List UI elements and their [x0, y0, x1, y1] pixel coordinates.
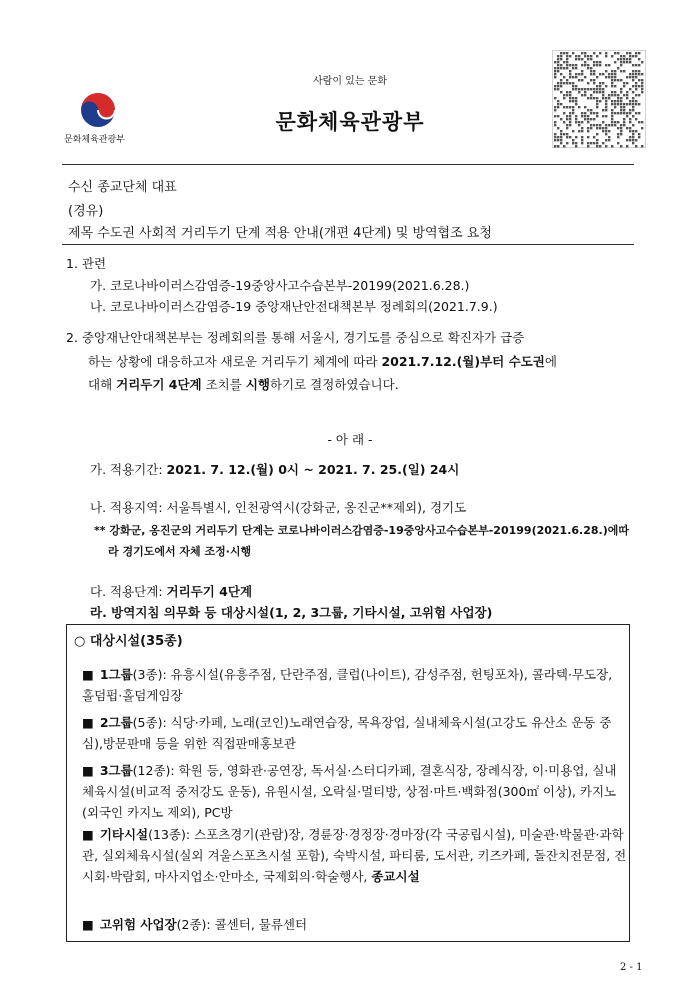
high-risk-item — [82, 914, 627, 935]
s2-l2-date: 2021.7.12.(월)부터 수도권 — [381, 354, 545, 369]
subject-divider — [62, 244, 634, 245]
subject: 제목 수도권 사회적 거리두기 단계 적용 안내(개편 4단계) 및 방역협조 요청 — [68, 226, 492, 241]
target-facilities-heading: 라. 방역지침 의무화 등 대상시설(1, 2, 3그룹, 기타시설, 고위험 사업장) — [90, 605, 493, 620]
group-1-name: 1그룹 — [99, 667, 133, 682]
other-facilities-text: (13종): 스포츠경기(관람)장, 경륜장·경정장·경마장(각 국공립시설), 미술관·박물관·과학관, 실외체육시설(실외 겨울스포츠시설 포함), 숙박시설, 파티룸, 도서관, 키즈카페, 돌잔치전문점, 전시회·박람회, 마사지업소·안마소, 국제회의·학술행사, — [82, 827, 627, 884]
bullet-icon: ■ — [82, 763, 94, 778]
period — [90, 460, 459, 478]
reference-b: 나. 코로나바이러스감염증-19 중앙재난안전대책본부 정례회의(2021.7.9.) — [90, 299, 498, 314]
region-note-line-1: ** 강화군, 옹진군의 거리두기 단계는 코로나바이러스감염증-19중앙사고수습본부-20199(2021.6.28.)에따 — [94, 524, 629, 537]
s2-l3-enforce: 시행 — [245, 377, 270, 392]
page-number: 2 - 1 — [620, 962, 643, 973]
section-2-line-1: 2. 중앙재난안대책본부는 정례회의를 통해 서울시, 경기도를 중심으로 확진자가 급증 — [66, 330, 525, 345]
recipient: 수신 종교단체 대표 — [68, 180, 177, 195]
bullet-icon: ■ — [82, 667, 94, 682]
slogan: 사람이 있는 문화 — [313, 76, 387, 87]
high-risk-text: (2종): 콜센터, 물류센터 — [176, 917, 308, 932]
section-2-line-2 — [88, 352, 557, 370]
level-label: 다. 적용단계: — [90, 584, 167, 599]
ministry-title: 문화체육관광부 — [275, 110, 425, 134]
period-value: 2021. 7. 12.(월) 0시 ~ 2021. 7. 25.(일) 24시 — [166, 462, 460, 477]
header-divider — [62, 164, 634, 165]
high-risk-name: 고위험 사업장 — [99, 917, 177, 932]
section-2-line-3 — [88, 375, 399, 393]
section-1-heading: 1. 관련 — [66, 256, 107, 271]
group-3-item — [82, 760, 627, 823]
group-2-name: 2그룹 — [99, 715, 133, 730]
other-facilities-item — [82, 824, 627, 887]
group-3-text: (12종): 학원 등, 영화관·공연장, 독서실·스터디카페, 결혼식장, 장례식장, 이·미용업, 실내체육시설(비교적 중저강도 운동), 유원시설, 오락실·멀티방, 상점·마트·백화점(300㎡ 이상), 카지노(외국인 카지노 제외), PC방 — [82, 763, 617, 820]
bullet-icon: ■ — [82, 715, 94, 730]
s2-l2-end: 에 — [544, 354, 557, 369]
group-2-text: (5종): 식당·카페, 노래(코인)노래연습장, 목욕장업, 실내체육시설(고강도 유산소 운동 중심),방문판매 등을 위한 직접판매홍보관 — [82, 715, 612, 751]
bullet-icon: ■ — [82, 827, 94, 842]
qr-code-icon — [552, 50, 646, 148]
group-1-text: (3종): 유흥시설(유흥주점, 단란주점, 클럽(나이트), 감성주점, 헌팅포차), 콜라텍·무도장, 홀덤펍·홀덤게임장 — [82, 667, 613, 703]
group-1-item — [82, 664, 627, 706]
period-label: 가. 적용기간: — [90, 462, 167, 477]
taegeuk-icon — [78, 90, 118, 130]
s2-l3-c: 조치를 — [201, 377, 246, 392]
group-3-name: 3그룹 — [99, 763, 133, 778]
reference-a: 가. 코로나바이러스감염증-19중앙사고수습본부-20199(2021.6.28.) — [90, 278, 470, 293]
level-value: 거리두기 4단계 — [166, 584, 253, 599]
box-title: ○ 대상시설(35종) — [74, 634, 183, 649]
group-2-item — [82, 712, 627, 754]
logo-text: 문화체육관광부 — [64, 135, 125, 145]
s2-l2-text: 하는 상황에 대응하고자 새로운 거리두기 체계에 따라 — [88, 354, 382, 369]
center-heading: - 아 래 - — [327, 432, 373, 447]
s2-l3-level: 거리두기 4단계 — [116, 377, 202, 392]
other-facilities-name: 기타시설 — [99, 827, 149, 842]
bullet-icon: ■ — [82, 917, 94, 932]
s2-l3-e: 하기로 결정하였습니다. — [269, 377, 399, 392]
via: (경유) — [68, 204, 104, 219]
religious-facilities: 종교시설 — [371, 869, 420, 884]
region-note-line-2: 라 경기도에서 자체 조정·시행 — [108, 545, 252, 558]
region: 나. 적용지역: 서울특별시, 인천광역시(강화군, 옹진군**제외), 경기도 — [90, 500, 467, 515]
s2-l3-a: 대해 — [88, 377, 117, 392]
level — [90, 582, 252, 600]
